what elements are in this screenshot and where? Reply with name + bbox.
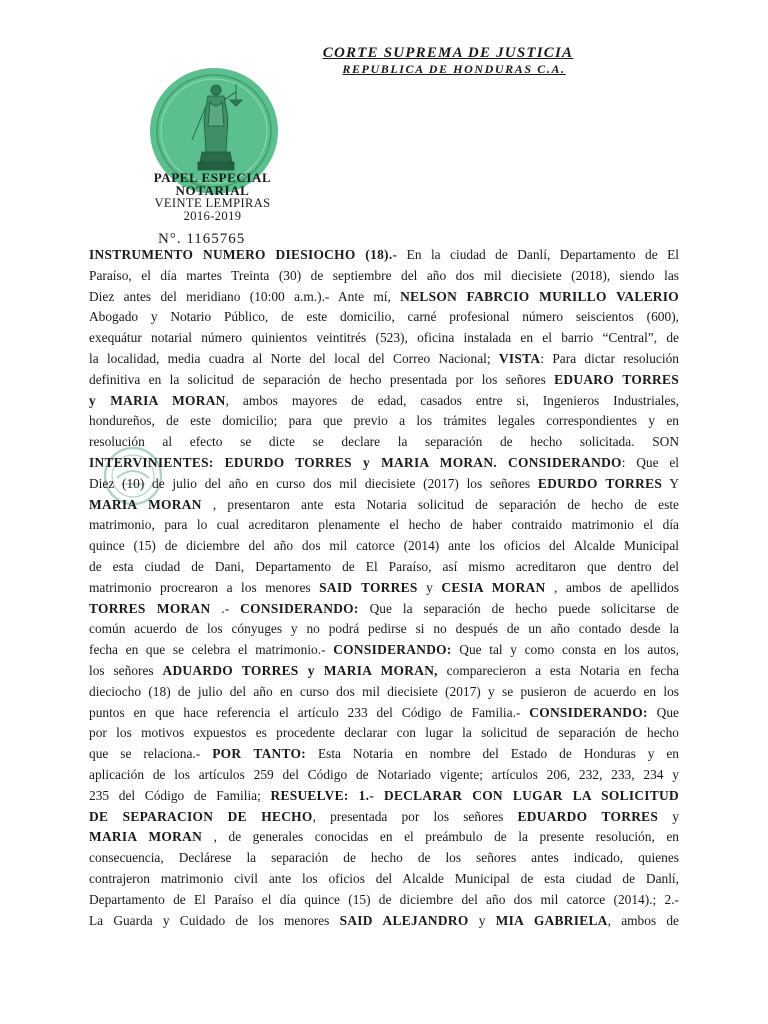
bold-text: CONSIDERANDO: — [529, 704, 648, 720]
text-segment: que se relaciona.- — [89, 746, 213, 762]
serial-number: N°. 1165765 — [158, 231, 246, 247]
bold-text: SAID ALEJANDRO — [339, 912, 469, 928]
text-segment: Que tal y como consta en los autos, — [451, 642, 679, 658]
text-segment: , ambos de — [607, 912, 679, 928]
bold-text: MARIA MORAN — [89, 496, 202, 512]
text-segment: y — [468, 912, 496, 928]
bold-text: INSTRUMENTO NUMERO DIESIOCHO (18).- — [89, 247, 398, 262]
text-line — [89, 495, 679, 516]
text-line — [89, 515, 679, 536]
text-segment: dieciocho (18) de julio del año en curso dos mil diecisiete (2017) y se pusieron de acuerdo en los — [89, 683, 679, 699]
text-line — [89, 848, 679, 869]
text-segment: de esta ciudad de Dani, Departamento de El Paraíso, así mismo acreditaron que dentro del — [89, 558, 679, 574]
text-segment: definitiva en la solicitud de separación de hecho presentada por los señores — [89, 371, 555, 387]
text-line — [89, 432, 679, 453]
text-line — [89, 453, 679, 474]
text-segment: la localidad, media cuadra al Norte del local del Correo Nacional; — [89, 350, 499, 366]
text-line — [89, 307, 679, 328]
bold-text: SAID TORRES — [319, 579, 418, 595]
text-segment: , ambos de apellidos — [545, 579, 679, 595]
text-line — [89, 890, 679, 911]
bold-text: TORRES MORAN — [89, 600, 211, 616]
text-line — [89, 599, 679, 620]
text-line — [89, 703, 679, 724]
text-segment: matrimonio procrearon a los menores — [89, 579, 320, 595]
text-line — [89, 661, 679, 682]
instrument-body-text — [89, 245, 679, 931]
text-segment: los señores — [89, 662, 163, 678]
bold-text: DE SEPARACION DE HECHO — [89, 808, 313, 824]
text-segment: consecuencia, Declárese la separación de hecho de los señores antes indicado, quienes — [89, 850, 679, 866]
text-line — [89, 723, 679, 744]
text-segment: Que — [647, 704, 679, 720]
bold-text: EDURDO TORRES — [537, 475, 663, 491]
text-segment: 235 del Código de Familia; — [89, 787, 271, 803]
paper-stamp-text — [140, 171, 285, 223]
text-segment: común acuerdo de los cónyuges y no podrá pedirse si no después de un año contado desde la — [89, 621, 679, 637]
text-segment: y — [658, 808, 679, 824]
paper-stamp-years: 2016-2019 — [183, 209, 242, 223]
text-segment: Diez antes del meridiano (10:00 a.m.).- Ante mí, — [89, 288, 401, 304]
text-line — [89, 266, 679, 287]
bold-text: EDUARO TORRES — [554, 371, 680, 387]
text-segment: hondureños, de este domicilio; para que previo a los trámites legales correspondientes y en — [89, 413, 679, 429]
text-line — [89, 911, 679, 932]
text-line — [89, 411, 679, 432]
bold-text: INTERVINIENTES: EDURDO TORRES y MARIA MORAN. CONSIDERANDO — [89, 454, 622, 470]
bold-text: RESUELVE: 1.- DECLARAR CON LUGAR LA SOLICITUD — [270, 787, 679, 803]
text-segment: Y — [662, 475, 679, 491]
text-line — [89, 682, 679, 703]
bold-text: CONSIDERANDO: — [240, 600, 359, 616]
text-segment: fecha en que se celebra el matrimonio.- — [89, 642, 334, 658]
text-segment: quince (15) de diciembre del año dos mil catorce (2014) ante los oficios del Alcalde Municipal — [89, 538, 679, 554]
paper-stamp-line: PAPEL ESPECIAL — [153, 170, 272, 185]
text-line — [89, 807, 679, 828]
text-segment: Diez (10) de julio del año en curso dos mil diecisiete (2017) los señores — [89, 475, 538, 491]
text-line — [89, 557, 679, 578]
text-segment: Esta Notaria en nombre del Estado de Honduras y en — [306, 746, 679, 762]
court-subtitle: REPUBLICA DE HONDURAS C.A. — [342, 62, 566, 76]
bold-text: MIA GABRIELA — [495, 912, 608, 928]
text-line — [89, 474, 679, 495]
text-line — [89, 245, 679, 266]
text-segment: exequátur notarial número quinientos veintitrés (523), oficina instalada en el barrio “Central”, de — [89, 330, 679, 346]
text-line — [89, 328, 679, 349]
text-line — [89, 640, 679, 661]
text-segment: Departamento de El Paraíso el día quince (15) de diciembre del año dos mil catorce (2014).; 2.- — [89, 891, 679, 907]
text-line — [89, 370, 679, 391]
paper-stamp-line: NOTARIAL — [175, 183, 250, 198]
text-segment: , de generales conocidas en el preámbulo de la presente resolución, en — [202, 829, 679, 845]
text-segment: por los motivos expuestos es procedente declarar con lugar la solicitud de separación de hecho — [89, 725, 679, 741]
text-segment: .- — [210, 600, 241, 616]
text-segment: puntos en que hace referencia el artículo 233 del Código de Familia.- — [89, 704, 530, 720]
bold-text: VISTA — [498, 350, 541, 366]
bold-text: EDUARDO TORRES — [517, 808, 659, 824]
text-line — [89, 765, 679, 786]
text-segment: comparecieron a esta Notaria en fecha — [437, 662, 679, 678]
bold-text: ADUARDO TORRES y MARIA MORAN, — [162, 662, 438, 678]
text-segment: En la ciudad de Danlí, Departamento de El — [397, 247, 679, 262]
text-line — [89, 786, 679, 807]
text-line — [89, 391, 679, 412]
text-line — [89, 287, 679, 308]
text-segment: , presentada por los señores — [312, 808, 518, 824]
text-line — [89, 744, 679, 765]
bold-text: y MARIA MORAN — [89, 392, 226, 408]
bold-text: NELSON FABRCIO MURILLO VALERIO — [400, 288, 679, 304]
text-segment: , ambos mayores de edad, casados entre si, Ingenieros Industriales, — [225, 392, 679, 408]
text-segment: y — [417, 579, 442, 595]
text-line — [89, 578, 679, 599]
text-line — [89, 619, 679, 640]
bold-text: MARIA MORAN — [89, 829, 203, 845]
bold-text: CESIA MORAN — [441, 579, 546, 595]
text-segment: resolución al efecto se dicte se declare la separación de hecho solicitada. SON — [89, 434, 679, 450]
text-segment: contrajeron matrimonio civil ante los oficios del Alcalde Municipal de esta ciudad de Danlí, — [89, 870, 679, 886]
text-line — [89, 349, 679, 370]
text-segment: : Que el — [621, 454, 680, 470]
text-segment: matrimonio, para lo cual acreditaron plenamente el hecho de haber contraido matrimonio el día — [89, 517, 679, 533]
text-line — [89, 869, 679, 890]
text-line — [89, 536, 679, 557]
text-segment: La Guarda y Cuidado de los menores — [89, 912, 340, 928]
bold-text: POR TANTO: — [212, 746, 306, 762]
text-segment: , presentaron ante esta Notaria solicitud de separación de hecho de este — [201, 496, 679, 512]
paper-stamp-value: VEINTE LEMPIRAS — [154, 196, 271, 210]
text-segment: Abogado y Notario Público, de este domicilio, carné profesional número seiscientos (600), — [89, 309, 679, 325]
bold-text: CONSIDERANDO: — [333, 642, 452, 658]
text-segment: aplicación de los artículos 259 del Código de Notariado vigente; artículos 206, 232, 233, 234 y — [89, 766, 679, 782]
text-segment: Que la separación de hecho puede solicitarse de — [358, 600, 680, 616]
court-title: CORTE SUPREMA DE JUSTICIA — [322, 45, 574, 61]
text-segment: Paraíso, el día martes Treinta (30) de septiembre del año dos mil diecisiete (2018), siendo las — [89, 267, 679, 283]
text-segment: : Para dictar resolución — [540, 350, 679, 366]
text-line — [89, 827, 679, 848]
